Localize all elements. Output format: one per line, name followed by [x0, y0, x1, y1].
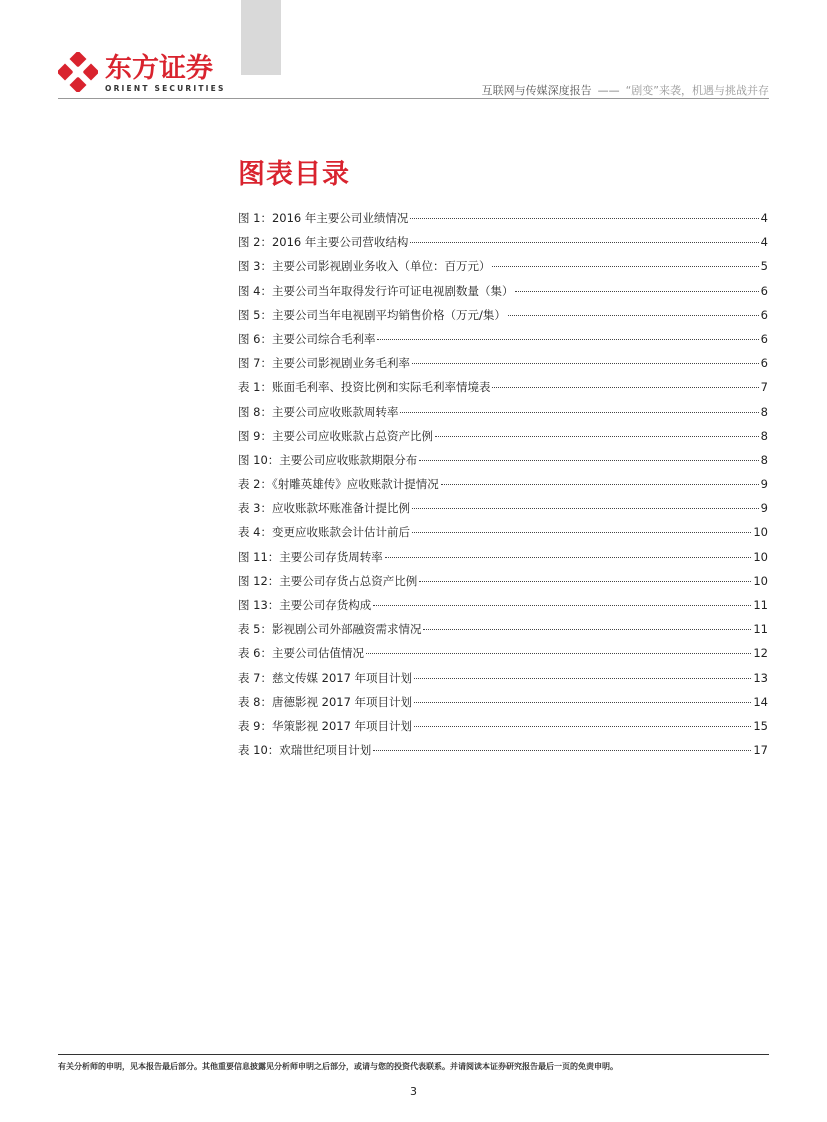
toc-entry-page: 11 — [753, 598, 768, 612]
toc-entry-label: 图 8：主要公司应收账款周转率 — [238, 404, 399, 419]
toc-entry[interactable] — [238, 234, 768, 258]
toc-list — [238, 210, 768, 766]
toc-entry[interactable] — [238, 597, 768, 621]
toc-entry-page: 6 — [760, 283, 768, 298]
toc-entry-page: 8 — [760, 452, 768, 467]
footer-disclaimer: 有关分析师的申明，见本报告最后部分。其他重要信息披露见分析师申明之后部分，或请与您的投资代表联系。并请阅读本证券研究报告最后一页的免责申明。 — [58, 1062, 618, 1071]
logo-english-name: ORIENT SECURITIES — [105, 84, 226, 93]
toc-entry-page: 6 — [760, 307, 768, 322]
toc-entry[interactable] — [238, 283, 768, 307]
footer-divider — [58, 1054, 769, 1055]
toc-entry-label: 图 6：主要公司综合毛利率 — [238, 331, 376, 346]
toc-leader-dots — [419, 581, 751, 582]
toc-entry[interactable] — [238, 331, 768, 355]
toc-entry-label: 图 13：主要公司存货构成 — [238, 598, 372, 612]
header-separator: —— — [597, 84, 620, 97]
toc-leader-dots — [414, 702, 751, 703]
toc-entry-page: 6 — [760, 331, 768, 346]
toc-leader-dots — [423, 629, 751, 630]
toc-entry-label: 表 7：慈文传媒 2017 年项目计划 — [238, 670, 413, 685]
toc-entry[interactable] — [238, 573, 768, 597]
header-divider — [58, 98, 769, 99]
toc-entry[interactable] — [238, 645, 768, 669]
toc-leader-dots — [373, 750, 751, 751]
toc-entry-label: 图 1：2016 年主要公司业绩情况 — [238, 211, 409, 225]
toc-entry-page: 10 — [753, 573, 768, 588]
report-subtitle: “剧变”来袭，机遇与挑战并存 — [625, 84, 769, 97]
toc-leader-dots — [400, 412, 758, 413]
toc-entry-label: 表 4：变更应收账款会计估计前后 — [238, 525, 410, 540]
toc-entry-page: 13 — [753, 670, 768, 685]
toc-entry-label: 表 5：影视剧公司外部融资需求情况 — [238, 622, 422, 637]
toc-entry-label: 表 9：华策影视 2017 年项目计划 — [238, 718, 413, 733]
toc-leader-dots — [419, 460, 758, 461]
header-gray-tab — [241, 0, 281, 75]
toc-leader-dots — [410, 242, 758, 243]
toc-leader-dots — [414, 726, 751, 727]
toc-leader-dots — [377, 339, 758, 340]
toc-leader-dots — [412, 363, 759, 364]
toc-entry-page: 10 — [753, 549, 768, 564]
company-logo — [58, 52, 228, 94]
toc-entry-label: 图 12：主要公司存货占总资产比例 — [238, 573, 418, 588]
toc-entry-label: 图 10：主要公司应收账款期限分布 — [238, 452, 418, 467]
toc-entry-label: 表 1：账面毛利率、投资比例和实际毛利率情境表 — [238, 380, 491, 395]
page-number: 3 — [410, 1085, 417, 1098]
toc-entry[interactable] — [238, 524, 768, 548]
toc-entry-page: 12 — [753, 646, 768, 661]
toc-entry[interactable] — [238, 452, 768, 476]
toc-entry[interactable] — [238, 718, 768, 742]
toc-leader-dots — [412, 532, 751, 533]
toc-entry-page: 6 — [760, 356, 768, 371]
report-header — [482, 82, 769, 98]
toc-entry-label: 表 6：主要公司估值情况 — [238, 646, 364, 661]
toc-entry[interactable] — [238, 210, 768, 234]
toc-leader-dots — [373, 605, 751, 606]
toc-entry[interactable] — [238, 428, 768, 452]
toc-entry[interactable] — [238, 694, 768, 718]
toc-entry-page: 11 — [753, 622, 768, 637]
toc-leader-dots — [435, 436, 759, 437]
toc-leader-dots — [492, 387, 758, 388]
toc-entry-label: 图 4：主要公司当年取得发行许可证电视剧数量（集） — [238, 283, 514, 298]
toc-entry-label: 图 3：主要公司影视剧业务收入（单位：百万元） — [238, 259, 491, 274]
toc-leader-dots — [410, 218, 758, 219]
toc-leader-dots — [441, 484, 759, 485]
toc-entry[interactable] — [238, 621, 768, 645]
toc-leader-dots — [414, 678, 751, 679]
toc-leader-dots — [385, 557, 752, 558]
toc-title: 图表目录 — [238, 159, 350, 190]
toc-entry[interactable] — [238, 379, 768, 403]
toc-entry[interactable] — [238, 476, 768, 500]
toc-entry-page: 4 — [760, 235, 768, 250]
toc-leader-dots — [508, 315, 759, 316]
toc-entry-page: 7 — [760, 380, 768, 395]
logo-chinese-name: 东方证券 — [105, 53, 213, 84]
toc-entry-label: 表 2：《射雕英雄传》应收账款计提情况 — [238, 477, 439, 492]
report-type: 互联网与传媒深度报告 — [481, 84, 592, 97]
toc-entry[interactable] — [238, 549, 768, 573]
toc-entry-label: 图 11：主要公司存货周转率 — [238, 549, 383, 564]
toc-entry-page: 4 — [760, 211, 768, 225]
toc-entry-label: 表 8：唐德影视 2017 年项目计划 — [238, 694, 413, 709]
toc-entry-page: 15 — [753, 718, 768, 733]
toc-entry[interactable] — [238, 670, 768, 694]
toc-leader-dots — [366, 653, 751, 654]
toc-leader-dots — [412, 508, 759, 509]
toc-entry-page: 14 — [753, 694, 768, 709]
toc-entry-label: 表 10：欢瑞世纪项目计划 — [238, 743, 372, 758]
toc-entry-label: 图 2：2016 年主要公司营收结构 — [238, 235, 409, 250]
toc-entry[interactable] — [238, 500, 768, 524]
toc-entry-label: 图 9：主要公司应收账款占总资产比例 — [238, 428, 433, 443]
toc-entry-page: 8 — [760, 428, 768, 443]
toc-entry-page: 17 — [753, 743, 768, 758]
orient-logo-icon — [58, 52, 98, 92]
toc-entry[interactable] — [238, 258, 768, 282]
toc-leader-dots — [492, 266, 758, 267]
toc-entry-page: 5 — [760, 259, 768, 274]
toc-entry-page: 10 — [753, 525, 768, 540]
toc-entry[interactable] — [238, 742, 768, 766]
toc-leader-dots — [515, 291, 758, 292]
toc-entry-page: 9 — [760, 501, 768, 516]
toc-entry[interactable] — [238, 404, 768, 428]
toc-entry[interactable] — [238, 355, 768, 379]
toc-entry-label: 图 7：主要公司影视剧业务毛利率 — [238, 356, 410, 371]
toc-entry-page: 8 — [760, 404, 768, 419]
toc-entry-label: 图 5：主要公司当年电视剧平均销售价格（万元/集） — [238, 307, 506, 322]
toc-entry[interactable] — [238, 307, 768, 331]
toc-entry-page: 9 — [760, 477, 768, 492]
toc-entry-label: 表 3：应收账款坏账准备计提比例 — [238, 501, 410, 516]
